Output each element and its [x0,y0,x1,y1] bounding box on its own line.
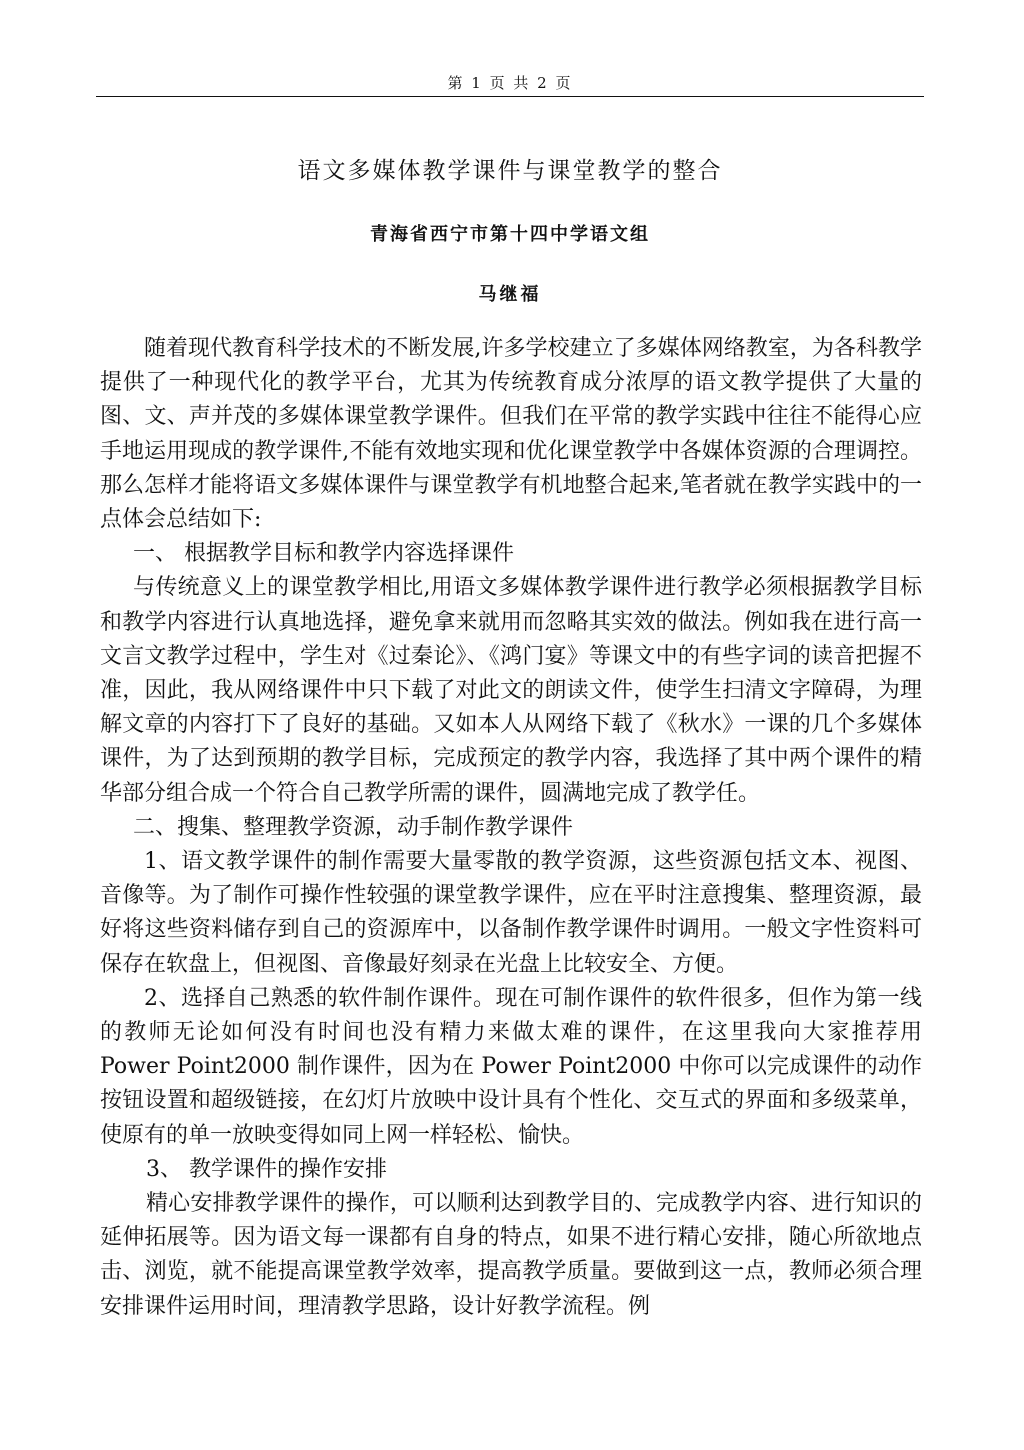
paragraph-section-1: 与传统意义上的课堂教学相比,用语文多媒体教学课件进行教学必须根据教学目标和教学内容进行认真地选择，避免拿来就用而忽略其实效的做法。例如我在进行高一文言文教学过程中，学生对《过秦论》、《鸿门宴》等课文中的有些字词的读音把握不准，因此，我从网络课件中只下载了对此文的朗读文件，使学生扫清文字障碍，为理解文章的内容打下了良好的基础。又如本人从网络下载了《秋水》一课的几个多媒体课件，为了达到预期的教学目标，完成预定的教学内容，我选择了其中两个课件的精华部分组合成一个符合自己教学所需的课件，圆满地完成了教学任。 [100,575,922,806]
document-author: 马继福 [478,284,542,305]
header-divider [96,96,924,97]
document-body [100,332,922,1324]
paragraph-item-2: 2、选择自己熟悉的软件制作课件。现在可制作课件的软件很多，但作为第一线的教师无论如何没有时间也没有精力来做太难的课件，在这里我向大家推荐用 Power Point2000 制作课件，因为在 Power Point2000 中你可以完成课件的动作按钮设置和超级链接，在幻灯片放映中设计具有个性化、交互式的界面和多级菜单，使原有的单一放映变得如同上网一样轻松、愉快。 [100,985,922,1148]
section-heading-3: 3、 教学课件的操作安排 [146,1156,387,1182]
document-title: 语文多媒体教学课件与课堂教学的整合 [297,158,723,184]
paragraph-intro: 随着现代教育科学技术的不断发展,许多学校建立了多媒体网络教室，为各科教学提供了一种现代化的教学平台，尤其为传统教育成分浓厚的语文教学提供了大量的图、文、声并茂的多媒体课堂教学课件。但我们在平常的教学实践中往往不能得心应手地运用现成的教学课件,不能有效地实现和优化课堂教学中各媒体资源的合理调控。那么怎样才能将语文多媒体课件与课堂教学有机地整合起来,笔者就在教学实践中的一点体会总结如下: [100,336,922,533]
section-heading-1: 一、 根据教学目标和教学内容选择课件 [133,541,514,567]
page-indicator: 第 1 页 共 2 页 [447,74,573,92]
section-heading-2: 二、搜集、整理教学资源，动手制作教学课件 [133,814,574,840]
paragraph-item-3: 精心安排教学课件的操作，可以顺利达到教学目的、完成教学内容、进行知识的延伸拓展等。因为语文每一课都有自身的特点，如果不进行精心安排，随心所欲地点击、浏览，就不能提高课堂教学效率，提高教学质量。要做到这一点，教师必须合理安排课件运用时间，理清教学思路，设计好教学流程。例 [100,1191,922,1319]
paragraph-item-1: 1、语文教学课件的制作需要大量零散的教学资源，这些资源包括文本、视图、音像等。为了制作可操作性较强的课堂教学课件，应在平时注意搜集、整理资源，最好将这些资料储存到自己的资源库中，以备制作教学课件时调用。一般文字性资料可保存在软盘上，但视图、音像最好刻录在光盘上比较安全、方便。 [100,849,922,977]
document-organization: 青海省西宁市第十四中学语文组 [370,224,650,245]
